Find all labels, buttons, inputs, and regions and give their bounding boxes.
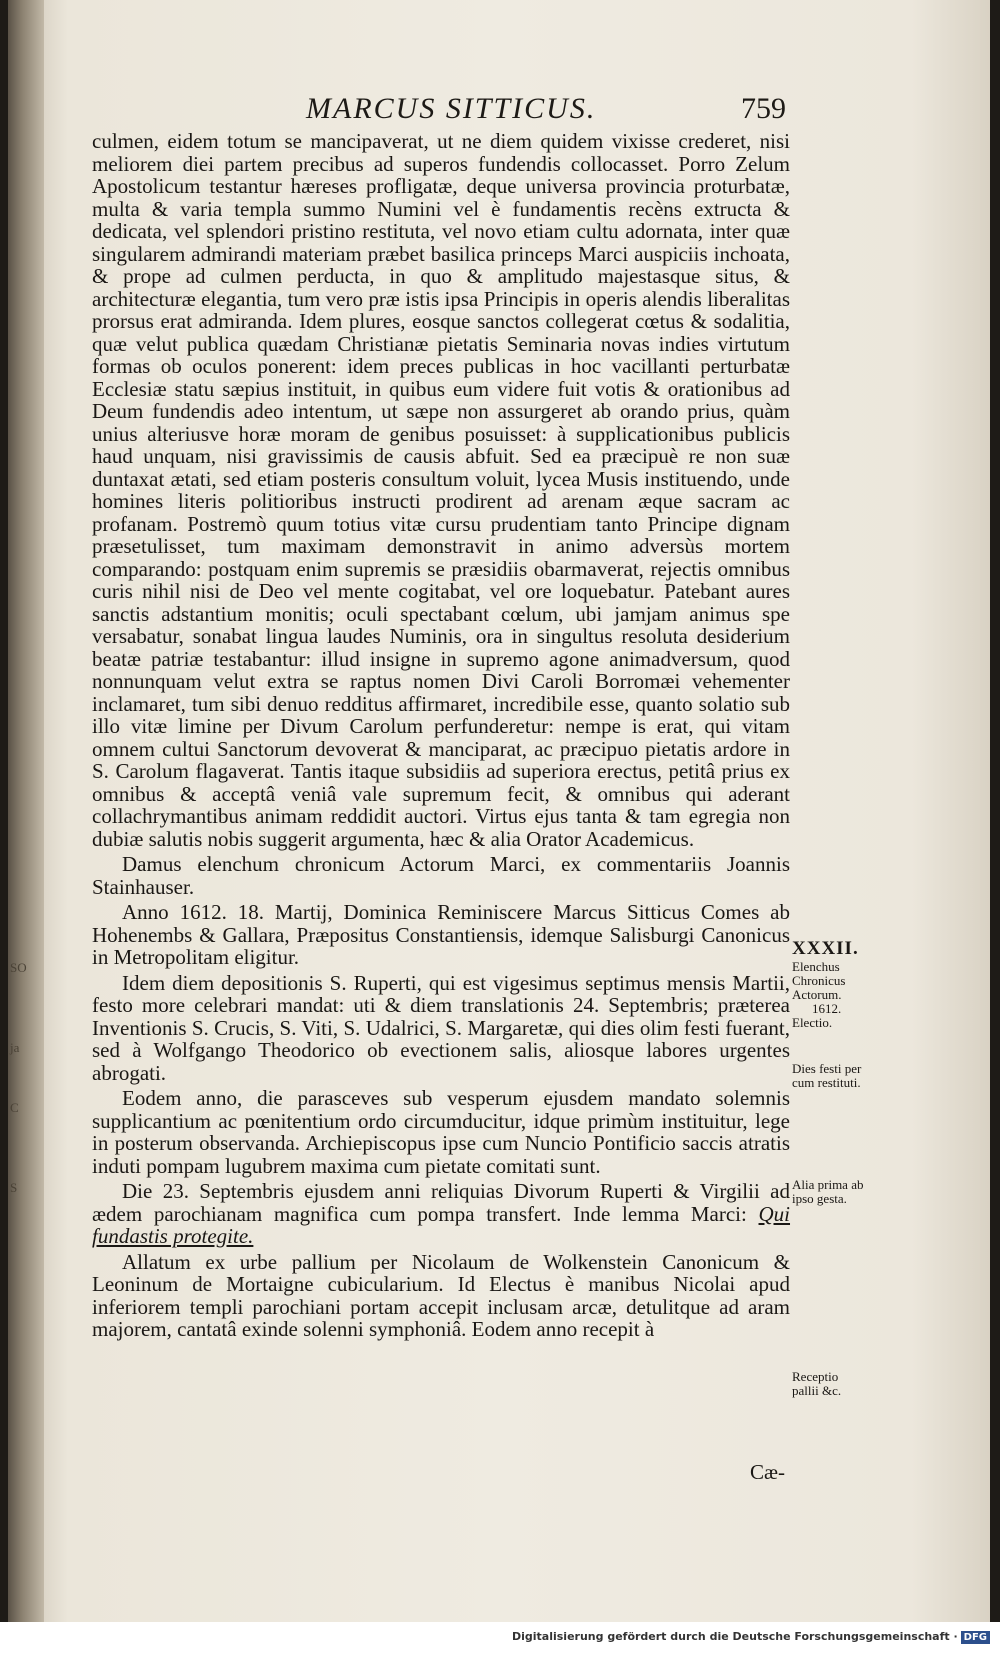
paragraph: Anno 1612. 18. Martij, Dominica Reminiscere Marcus Sitticus Comes ab Hohenembs & Gallara, Præpositus Constantiensis, idemque Salisburgi Canonicus in Metropolitam eligitur.	[92, 900, 790, 969]
paragraph	[92, 1180, 790, 1248]
margin-note-line: Alia prima ab	[792, 1177, 864, 1192]
paragraph: Allatum ex urbe pallium per Nicolaum de Wolkenstein Canonicum & Leoninum de Mortaigne cubicularium. Id Electus è manibus Nicolai apud inferiorem templi parochiani portam accepit inclusam arcæ, detulitque ad aram majorem, cantatâ exinde solenni symphoniâ. Eodem anno recepit à	[92, 1249, 790, 1341]
margin-note-elenchus	[792, 938, 872, 1030]
spine-fragment: C	[10, 1100, 19, 1115]
page-header	[306, 92, 786, 132]
section-number: XXXII.	[792, 938, 859, 959]
footer-credit-text: Digitalisierung gefördert durch die Deutsche Forschungsgemeinschaft ·	[511, 1630, 958, 1643]
footer-credit	[512, 1630, 990, 1644]
book-spine	[8, 0, 44, 1622]
margin-note-line: pallii &c.	[792, 1383, 842, 1398]
book-page	[8, 0, 990, 1622]
margin-note-line: Elenchus	[792, 959, 840, 974]
margin-note-line: Electio.	[792, 1015, 833, 1030]
margin-note-line: Chronicus	[792, 973, 846, 988]
page-number: 759	[741, 92, 786, 125]
lemma-motto: Qui fundastis protegite.	[92, 1201, 791, 1248]
margin-note-line: cum restituti.	[792, 1075, 861, 1090]
margin-note-line: 1612.	[812, 1001, 842, 1016]
margin-note-line: ipso gesta.	[792, 1191, 847, 1206]
margin-note-line: Receptio	[792, 1369, 839, 1384]
margin-note-receptio	[792, 1370, 872, 1398]
paragraph: Eodem anno, die parasceves sub vesperum ejusdem mandato solemnis supplicantium ac pœnitentium ordo circumducitur, idque primùm instituitur, lege in posterum observanda. Archiepiscopus ipse cum Nuncio Pontificio saccis atratis induti pompam lugubrem maxima cum pietate comitati sunt.	[92, 1086, 790, 1178]
footer-bar	[0, 1622, 1000, 1654]
body-text	[92, 130, 790, 1341]
spine-fragment: ja	[10, 1040, 20, 1055]
margin-note-alia-prima	[792, 1178, 872, 1206]
paragraph: Damus elenchum chronicum Actorum Marci, ex commentariis Joannis Stainhauser.	[92, 852, 790, 899]
spine-fragment: SO	[10, 960, 27, 975]
paragraph-text: Die 23. Septembris ejusdem anni reliquias Divorum Ruperti & Virgilii ad ædem parochianam magnifica cum pompa transfert. Inde lemma Marci:	[92, 1179, 790, 1226]
margin-note-line: Actorum.	[792, 987, 842, 1002]
paragraph: Idem diem depositionis S. Ruperti, qui est vigesimus septimus mensis Martii, festo more celebrari mandat: uti & diem translationis 24. Septembris; præterea Inventionis S. Crucis, S. Viti, S. Udalrici, S. Margaretæ, qui dies olim festi fuerant, sed à Wolfgango Theodorico ob evectionem salis, aliosque labores urgentes abrogati.	[92, 970, 790, 1085]
paragraph: culmen, eidem totum se mancipaverat, ut ne diem quidem vixisse crederet, nisi meliorem diei partem precibus ad superos fundendis collocasset. Porro Zelum Apostolicum testantur hæreses profligatæ, deque universa provincia proturbatæ, multa & varia templa summo Numini vel è fundamentis recèns extructa & dedicata, vel splendori pristino restituta, vel novo etiam cultu adornata, inter quæ singularem admirandi materiam præbet basilica princeps Marci auspiciis inchoata, & prope ad culmen perducta, in quo & amplitudo majestasque situs, & architecturæ elegantia, tum vero præ istis ipsa Principis in operis alendis liberalitas prorsus erat admiranda. Idem plures, eosque sanctos collegerat cœtus & sodalitia, quæ velut publica quædam Christianæ pietatis Seminaria novas indies virtutum formas ob oculos ponerent: idem preces publicas in hoc vacillanti perturbatæ Ecclesiæ statu sæpius instituit, in quibus eum videre fuit votis & orationibus ad Deum fundendis adeo intentum, ut sæpe non assurgeret ab orando prius, quàm unius alteriusve horæ moram de genibus posuisset: à supplicationibus publicis haud unquam, nisi gravissimis de causis abfuit. Sed ea præcipuè re non suæ duntaxat ætati, sed etiam posteris consultum voluit, lycea Musis instituendo, unde homines literis politioribus instructi prodirent ad arenam æque sacram ac profanam. Postremò quum totius vitæ cursu prudentiam tanto Principe dignam præsetulisset, tum maximam demonstravit in animo adversùs mortem comparando: postquam enim supremis se præsidiis obarmaverat, rejectis omnibus curis nihil nisi de Deo vel mente cogitabat, vel ore loquebatur. Patebant aures sanctis adstantium monitis; oculi spectabant cœlum, ubi jamjam animus spe versabatur, sonabat lingua laudes Numinis, ora in singultus resoluta desiderium beatæ patriæ testabantur: illud insigne in supremo agone animadversum, quod nonnunquam velut extra se raptus nomen Divi Caroli Borromæi vehementer inclamaret, tum sibi denuo redditus affirmaret, incredibile esse, quanto solatio sub illo vitæ limine per Divum Carolum perfunderetur: nempe is erat, qui vitam omnem cultui Sanctorum devoverat & manciparat, ac præcipuo pietatis ardore in S. Carolum flagaverat. Tantis itaque subsidiis ad superiora erectus, petitâ prius ex omnibus & acceptâ veniâ vale supremum fecit, & omnibus qui aderant collachrymantibus animam reddidit auctori. Virtus ejus tanta & tam egregia non dubiæ salutis nobis suggerit argumenta, hæc & alia Orator Academicus.	[92, 129, 790, 851]
spine-fragment: S	[10, 1180, 18, 1195]
dfg-logo-icon[interactable]: DFG	[961, 1631, 990, 1644]
margin-note-line: Dies festi per	[792, 1061, 862, 1076]
margin-note-dies-festi	[792, 1062, 872, 1090]
catchword: Cæ-	[750, 1460, 786, 1484]
running-title: MARCUS SITTICUS.	[306, 92, 597, 125]
